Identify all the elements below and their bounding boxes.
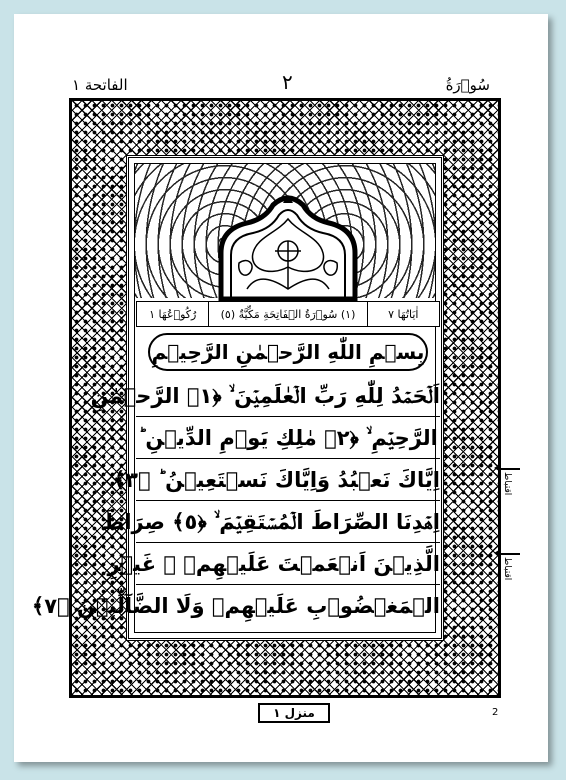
verse-line: الۡمَغۡضُوۡبِ عَلَيۡهِمۡ وَلَا الضَّآلِّيۡنَ ﴿٧﴾ [31,594,440,618]
verse-line: اِهۡدِنَا الصِّرَاطَ الۡمُسۡتَقِيۡمَ ۙ‏ ﴿٥﴾ صِرَاطَ [136,501,440,543]
surah-name-header: الفاتحة ١ [72,76,128,94]
ruku-count: رُكُوۡعُهَا ١ [149,307,197,321]
margin-arrow-2 [498,553,520,555]
verse-line: الَّذِيۡنَ اَنۡعَمۡتَ عَلَيۡهِمۡ ۙ غَيۡرِ [136,543,440,585]
verse-line: اَلۡحَمۡدُ لِلّٰهِ رَبِّ الۡعٰلَمِيۡنَ ۙ‏ ﴿١﴾ الرَّحۡمٰنِ [136,375,440,417]
verse-line: الرَّحِيۡمِ ۙ‏ ﴿٢﴾ مٰلِكِ يَوۡمِ الدِّيۡنِ ؕ‏ [136,417,440,459]
margin-note-1: اقتباط [502,472,512,496]
margin-arrow-1 [498,468,520,470]
verse-line: اِيَّاكَ نَعۡبُدُ وَاِيَّاكَ نَسۡتَعِيۡنُ ؕ‏ ﴿٣﴾ [136,459,440,501]
arch-ornament [217,193,359,301]
bismillah: بِسۡمِ اللّٰهِ الرَّحۡمٰنِ الرَّحِيۡمِ [148,333,428,371]
surah-title: (١) سُوۡرَةُ الۡفَاتِحَةِ مَكِّيَّةٌ (٥) [208,302,366,326]
manzil-label: منزل ١ [258,703,330,723]
surah-label-header: سُوۡرَةُ [445,76,490,94]
surah-title-panel [136,301,440,327]
page-number-header: ٢ [282,70,293,94]
ornamental-frame [31,98,501,698]
margin-note-2: اقتباط [502,557,512,581]
page-sheet [14,14,548,762]
page-number-footer: 2 [492,707,499,718]
ayat-count: اٰيَاتُهَا ٧ [367,302,439,326]
